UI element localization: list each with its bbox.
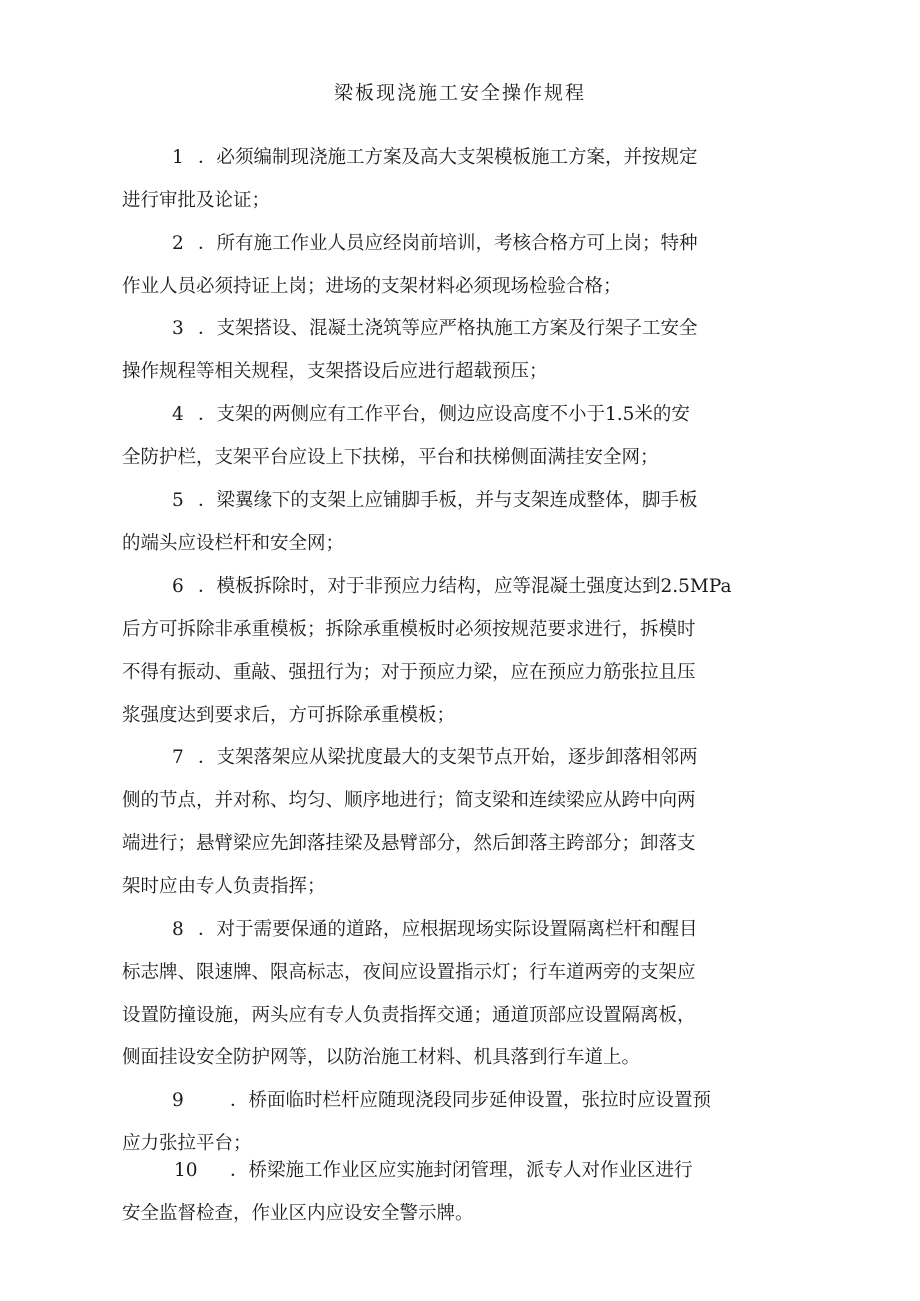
item-5-line-2: 的端头应设栏杆和安全网； [122, 533, 345, 554]
item-8-line-3: 设置防撞设施，两头应有专人负责指挥交通；通道顶部应设置隔离板， [122, 1005, 696, 1026]
item-1-line-1 [172, 145, 698, 171]
item-2-text-1: ．所有施工作业人员应经岗前培训，考核合格方可上岗；特种 [198, 233, 698, 254]
item-8-line-2: 标志牌、限速牌、限高标志，夜间应设置指示灯；行车道两旁的支架应 [122, 962, 696, 983]
item-6-number: 6 [172, 576, 184, 597]
item-7-number: 7 [172, 747, 184, 768]
item-6-line-3: 不得有振动、重敲、强扭行为；对于预应力梁，应在预应力筋张拉且压 [122, 662, 696, 683]
item-4-line-2: 全防护栏，支架平台应设上下扶梯，平台和扶梯侧面满挂安全网； [122, 447, 659, 468]
item-4-line-1 [172, 402, 690, 428]
item-8-number: 8 [172, 919, 184, 940]
item-1-line-2: 进行审批及论证； [122, 190, 271, 211]
item-3-number: 3 [172, 318, 184, 339]
item-6-line-4: 浆强度达到要求后，方可拆除承重模板； [122, 705, 456, 726]
item-9-number: 9 [172, 1090, 184, 1111]
item-10-text-1: ．桥梁施工作业区应实施封闭管理，派专人对作业区进行 [230, 1160, 693, 1181]
item-5-number: 5 [172, 490, 184, 511]
item-3-text-1: ．支架搭设、混凝土浇筑等应严格执施工方案及行架子工安全 [198, 318, 698, 339]
item-6-line-1 [172, 574, 732, 600]
item-8-line-4: 侧面挂设安全防护网等，以防治施工材料、机具落到行车道上。 [122, 1047, 641, 1068]
item-4-number: 4 [172, 404, 184, 425]
item-2-number: 2 [172, 233, 184, 254]
item-6-text-1: ．模板拆除时，对于非预应力结构，应等混凝土强度达到2.5MPa [198, 576, 732, 597]
item-7-text-1: ．支架落架应从梁扰度最大的支架节点开始，逐步卸落相邻两 [198, 747, 698, 768]
document-title: 梁板现浇施工安全操作规程 [333, 82, 586, 104]
item-5-line-1 [172, 488, 698, 514]
item-7-line-4: 架时应由专人负责指挥； [122, 876, 326, 897]
item-10-number: 10 [174, 1160, 198, 1181]
item-9-line-1 [172, 1088, 711, 1114]
item-8-line-1 [172, 917, 698, 943]
item-10-line-2: 安全监督检查，作业区内应设安全警示牌。 [122, 1203, 474, 1224]
item-7-line-1 [172, 745, 698, 771]
item-7-line-3: 端进行；悬臂梁应先卸落挂梁及悬臂部分，然后卸落主跨部分；卸落支 [122, 833, 696, 854]
item-10-line-1 [174, 1158, 693, 1184]
item-1-number: 1 [172, 147, 184, 168]
item-1-text-1: ．必须编制现浇施工方案及高大支架模板施工方案，并按规定 [198, 147, 698, 168]
item-2-line-1 [172, 231, 698, 257]
item-8-text-1: ．对于需要保通的道路，应根据现场实际设置隔离栏杆和醒目 [198, 919, 698, 940]
item-6-line-2: 后方可拆除非承重模板；拆除承重模板时必须按规范要求进行，拆模时 [122, 619, 696, 640]
item-3-line-1 [172, 316, 698, 342]
item-3-line-2: 操作规程等相关规程，支架搭设后应进行超载预压； [122, 361, 548, 382]
item-4-text-1: ．支架的两侧应有工作平台，侧边应设高度不小于1.5米的安 [198, 404, 690, 425]
item-9-text-1: ．桥面临时栏杆应随现浇段同步延伸设置，张拉时应设置预 [230, 1090, 712, 1111]
item-9-line-2: 应力张拉平台； [122, 1133, 252, 1154]
item-7-line-2: 侧的节点，并对称、均匀、顺序地进行；简支梁和连续梁应从跨中向两 [122, 790, 696, 811]
item-5-text-1: ．梁翼缘下的支架上应铺脚手板，并与支架连成整体，脚手板 [198, 490, 698, 511]
item-2-line-2: 作业人员必须持证上岗；进场的支架材料必须现场检验合格； [122, 276, 622, 297]
